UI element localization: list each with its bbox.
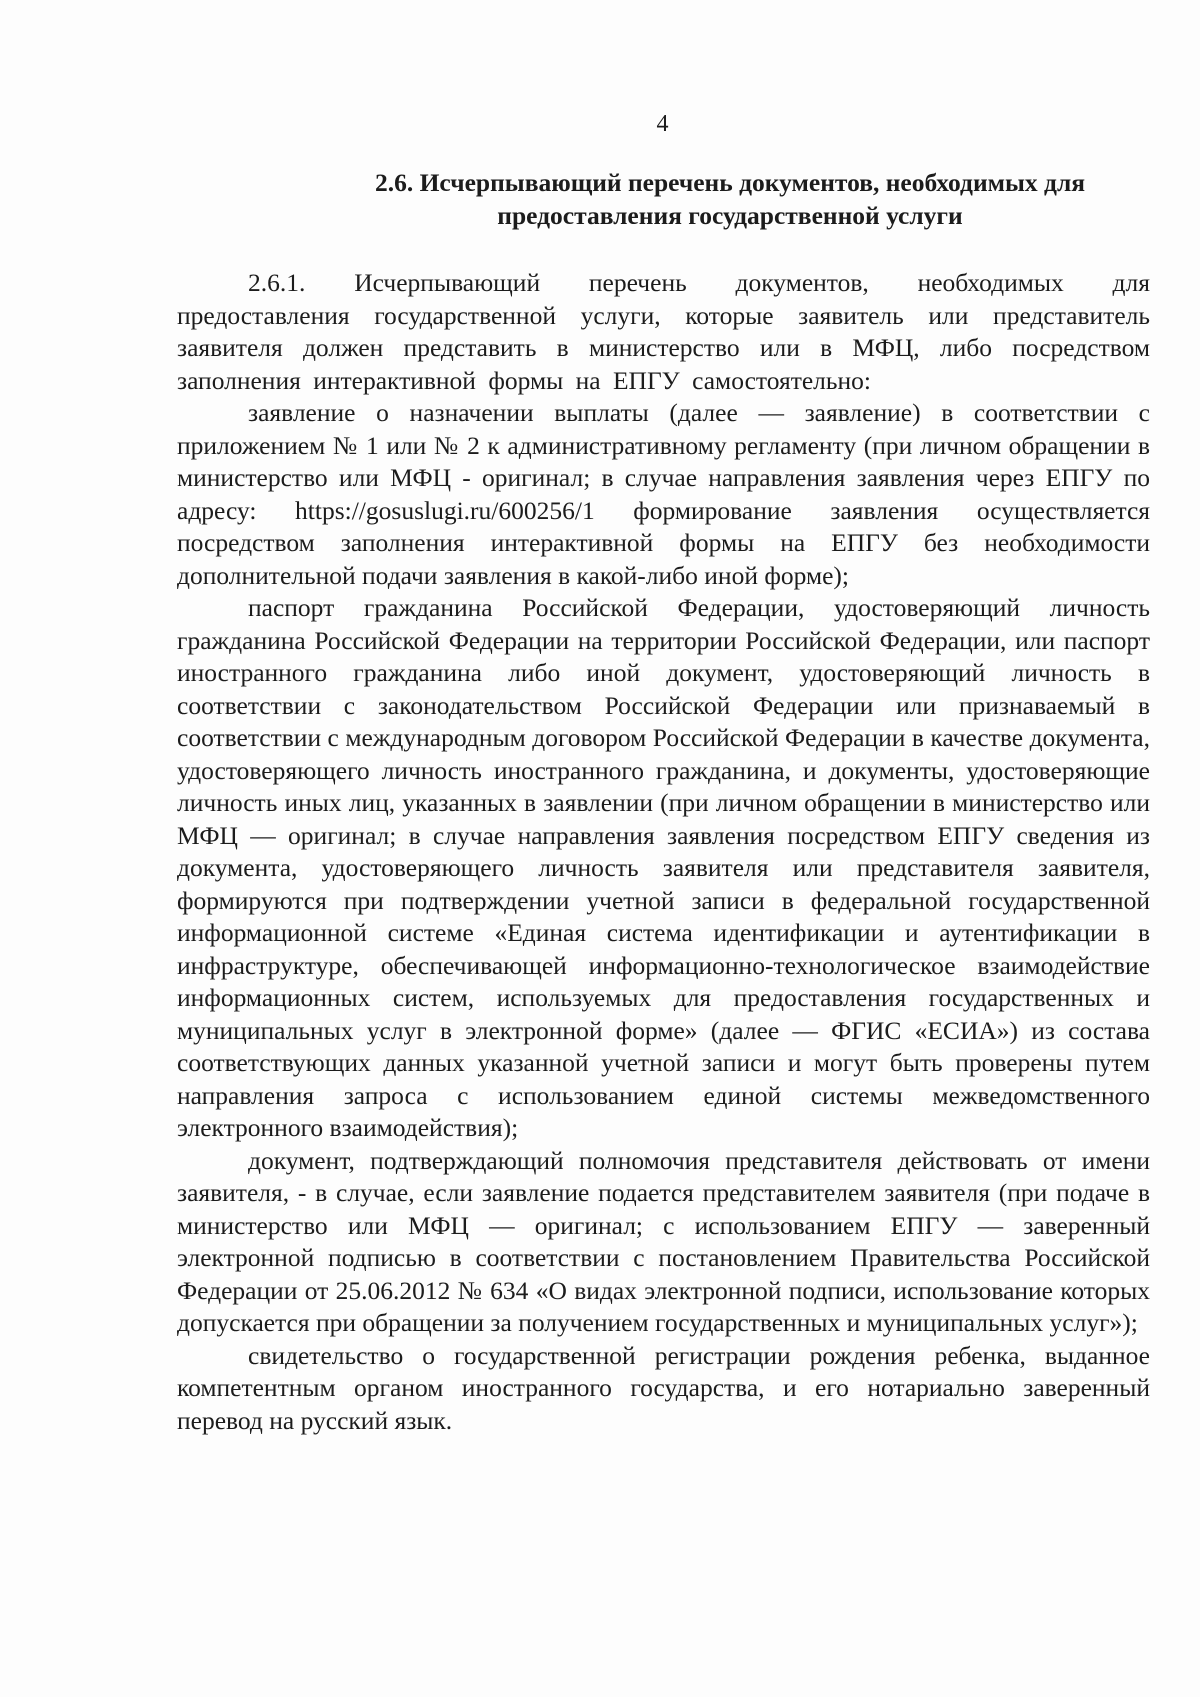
paragraph-birth-certificate: свидетельство о государственной регистрации рождения ребенка, выданное компетентным органом иностранного государства, и его нотариально заверенный перевод на русский язык. [177, 1340, 1150, 1435]
section-title-line-1: 2.6. Исчерпывающий перечень документов, необходимых для [374, 168, 1086, 197]
section-title [200, 167, 1200, 232]
page-number: 4 [656, 111, 669, 137]
paragraph-application: заявление о назначении выплаты (далее — заявление) в соответствии с приложением № 1 или № 2 к административному регламенту (при личном обращении в министерство или МФЦ - оригинал; в случае направления заявления через ЕПГУ по адресу: https://gosuslugi.ru/600256/1 формирование заявления осуществляется посредством заполнения интерактивной формы на ЕПГУ без необходимости дополнительной подачи заявления в какой-либо иной форме); [177, 398, 1150, 590]
paragraph-passport: паспорт гражданина Российской Федерации, удостоверяющий личность гражданина Российской Федерации на территории Российской Федерации, или паспорт иностранного гражданина либо иной документ, удостоверяющий личность в соответствии с законодательством Российской Федерации или признаваемый в соответствии с международным договором Российской Федерации в качестве документа, удостоверяющего личность иностранного гражданина, и документы, удостоверяющие личность иных лиц, указанных в заявлении (при личном обращении в министерство или МФЦ — оригинал; в случае направления заявления посредством ЕПГУ сведения из документа, удостоверяющего личность заявителя или представителя заявителя, формируются при подтверждении учетной записи в федеральной государственной информационной системе «Единая система идентификации и аутентификации в инфраструктуре, обеспечивающей информационно-технологическое взаимодействие информационных систем, используемых для предоставления государственных и муниципальных услуг в электронной форме» (далее — ФГИС «ЕСИА») из состава соответствующих данных указанной учетной записи и могут быть проверены путем направления запроса с использованием единой системы межведомственного электронного взаимодействия); [177, 593, 1150, 1142]
paragraph-power-of-attorney: документ, подтверждающий полномочия представителя действовать от имени заявителя, - в случае, если заявление подается представителем заявителя (при подаче в министерство или МФЦ — оригинал; с использованием ЕПГУ — заверенный электронной подписью в соответствии с постановлением Правительства Российской Федерации от 25.06.2012 № 634 «О видах электронной подписи, использование которых допускается при обращении за получением государственных и муниципальных услуг»); [177, 1145, 1150, 1337]
paragraph-2-6-1: 2.6.1. Исчерпывающий перечень документов, необходимых для предоставления государственной услуги, которые заявитель или представитель заявителя должен представить в министерство или в МФЦ, либо посредством заполнения интерактивной формы на ЕПГУ самостоятельно: [177, 268, 1150, 395]
section-title-line-2: предоставления государственной услуги [497, 200, 963, 230]
document-body [177, 267, 1150, 1437]
